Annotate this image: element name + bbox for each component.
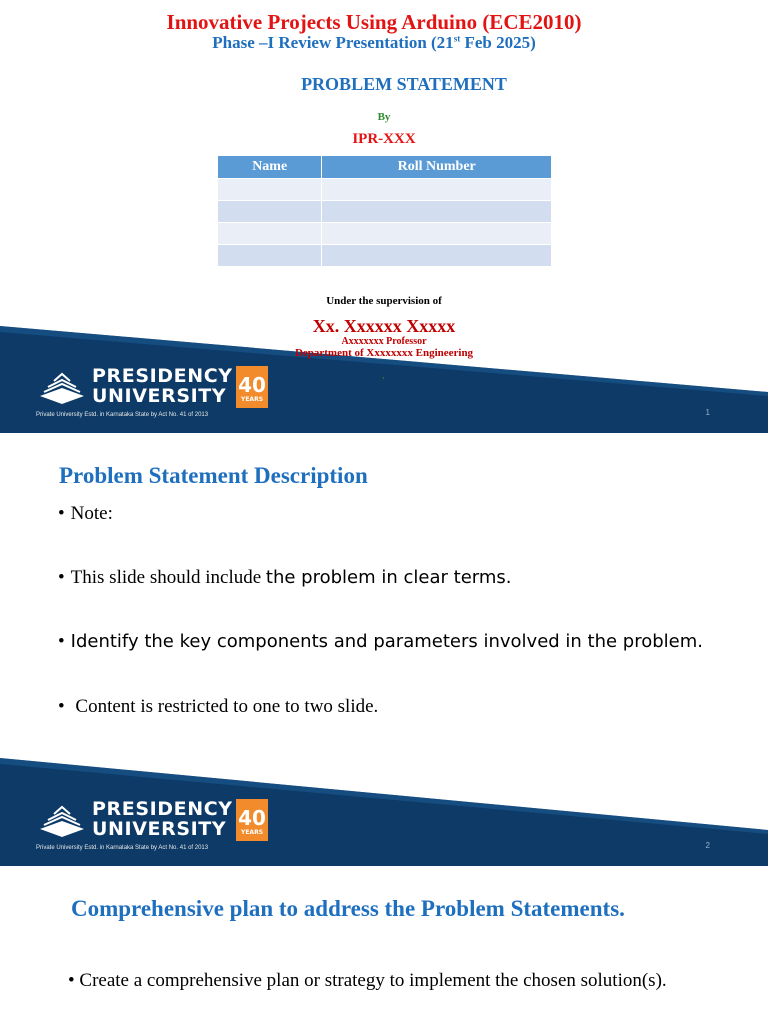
subtitle-pre: Phase –I Review Presentation (21 bbox=[212, 33, 454, 52]
header-name: Name bbox=[218, 156, 322, 179]
header-roll-number: Roll Number bbox=[322, 156, 552, 179]
section-heading: PROBLEM STATEMENT bbox=[301, 74, 507, 94]
years-number: 40 bbox=[238, 806, 266, 830]
subtitle-sup: st bbox=[453, 33, 461, 44]
team-table bbox=[217, 155, 552, 267]
supervisor-name: Xx. Xxxxxx Xxxxx bbox=[312, 316, 456, 336]
university-line-1: PRESIDENCY bbox=[92, 365, 233, 387]
small-mark: , bbox=[382, 370, 385, 381]
slide-3 bbox=[0, 866, 768, 1024]
bullet-item bbox=[68, 968, 708, 993]
table-cell bbox=[218, 223, 322, 245]
table-cell bbox=[322, 245, 552, 267]
table-cell bbox=[218, 201, 322, 223]
bullet-text: Content is restricted to one to two slide. bbox=[70, 696, 379, 717]
table-row bbox=[218, 179, 552, 201]
table-cell bbox=[322, 201, 552, 223]
years-number: 40 bbox=[238, 373, 266, 397]
course-title: Innovative Projects Using Arduino (ECE2010) bbox=[166, 10, 582, 34]
university-line-2: UNIVERSITY bbox=[92, 818, 227, 840]
bullet-text: Identify the key components and parameters involved in the problem. bbox=[70, 631, 704, 652]
anniversary-badge bbox=[236, 366, 268, 408]
page-number: 1 bbox=[705, 408, 710, 417]
anniversary-badge bbox=[236, 799, 268, 841]
page-number: 2 bbox=[705, 841, 710, 850]
bullet-text: • Create a comprehensive plan or strategy to implement the chosen solution(s). bbox=[68, 970, 667, 991]
slide-1 bbox=[0, 0, 768, 433]
supervisor-role: Axxxxxxx Professor bbox=[341, 336, 427, 347]
table-cell bbox=[218, 245, 322, 267]
university-line-1: PRESIDENCY bbox=[92, 798, 233, 820]
bullet-text: This slide should include bbox=[70, 567, 266, 588]
bullet-item: • Content is restricted to one to two slide. bbox=[58, 696, 379, 717]
supervision-label: Under the supervision of bbox=[326, 295, 442, 307]
bullet-content: Create a comprehensive plan or strategy to implement the chosen solution(s). bbox=[79, 970, 667, 991]
team-id: IPR-XXX bbox=[352, 131, 416, 147]
bullet-item: • Identify the key components and parameters involved in the problem. bbox=[58, 631, 704, 652]
subtitle-post: Feb 2025) bbox=[460, 33, 536, 52]
slide-title: Problem Statement Description bbox=[59, 463, 368, 488]
university-name bbox=[92, 366, 233, 406]
book-emblem-icon bbox=[36, 366, 88, 410]
book-emblem-icon bbox=[36, 799, 88, 843]
review-subtitle bbox=[0, 33, 758, 53]
university-name bbox=[92, 799, 233, 839]
supervisor-department: Department of Xxxxxxxx Engineering bbox=[294, 347, 474, 359]
bullet-item: • Note: bbox=[58, 503, 113, 524]
table-row bbox=[218, 245, 552, 267]
table-cell bbox=[218, 179, 322, 201]
bullet-item: • This slide should include the problem in clear terms. bbox=[58, 567, 512, 588]
years-text: YEARS bbox=[240, 396, 264, 403]
university-tagline: Private University Estd. in Karnataka State by Act No. 41 of 2013 bbox=[36, 412, 209, 418]
bullet-text-emphasis: the problem in clear terms. bbox=[265, 567, 512, 588]
table-header-row bbox=[218, 156, 552, 179]
table-row bbox=[218, 201, 552, 223]
university-line-2: UNIVERSITY bbox=[92, 385, 227, 407]
table-row bbox=[218, 223, 552, 245]
slide-title: Comprehensive plan to address the Problem Statements. bbox=[71, 896, 625, 921]
by-label: By bbox=[377, 111, 391, 123]
slide-2 bbox=[0, 433, 768, 866]
table-cell bbox=[322, 223, 552, 245]
years-text: YEARS bbox=[240, 829, 264, 836]
university-tagline: Private University Estd. in Karnataka State by Act No. 41 of 2013 bbox=[36, 845, 209, 851]
bullet-text: Note: bbox=[70, 503, 113, 524]
table-cell bbox=[322, 179, 552, 201]
